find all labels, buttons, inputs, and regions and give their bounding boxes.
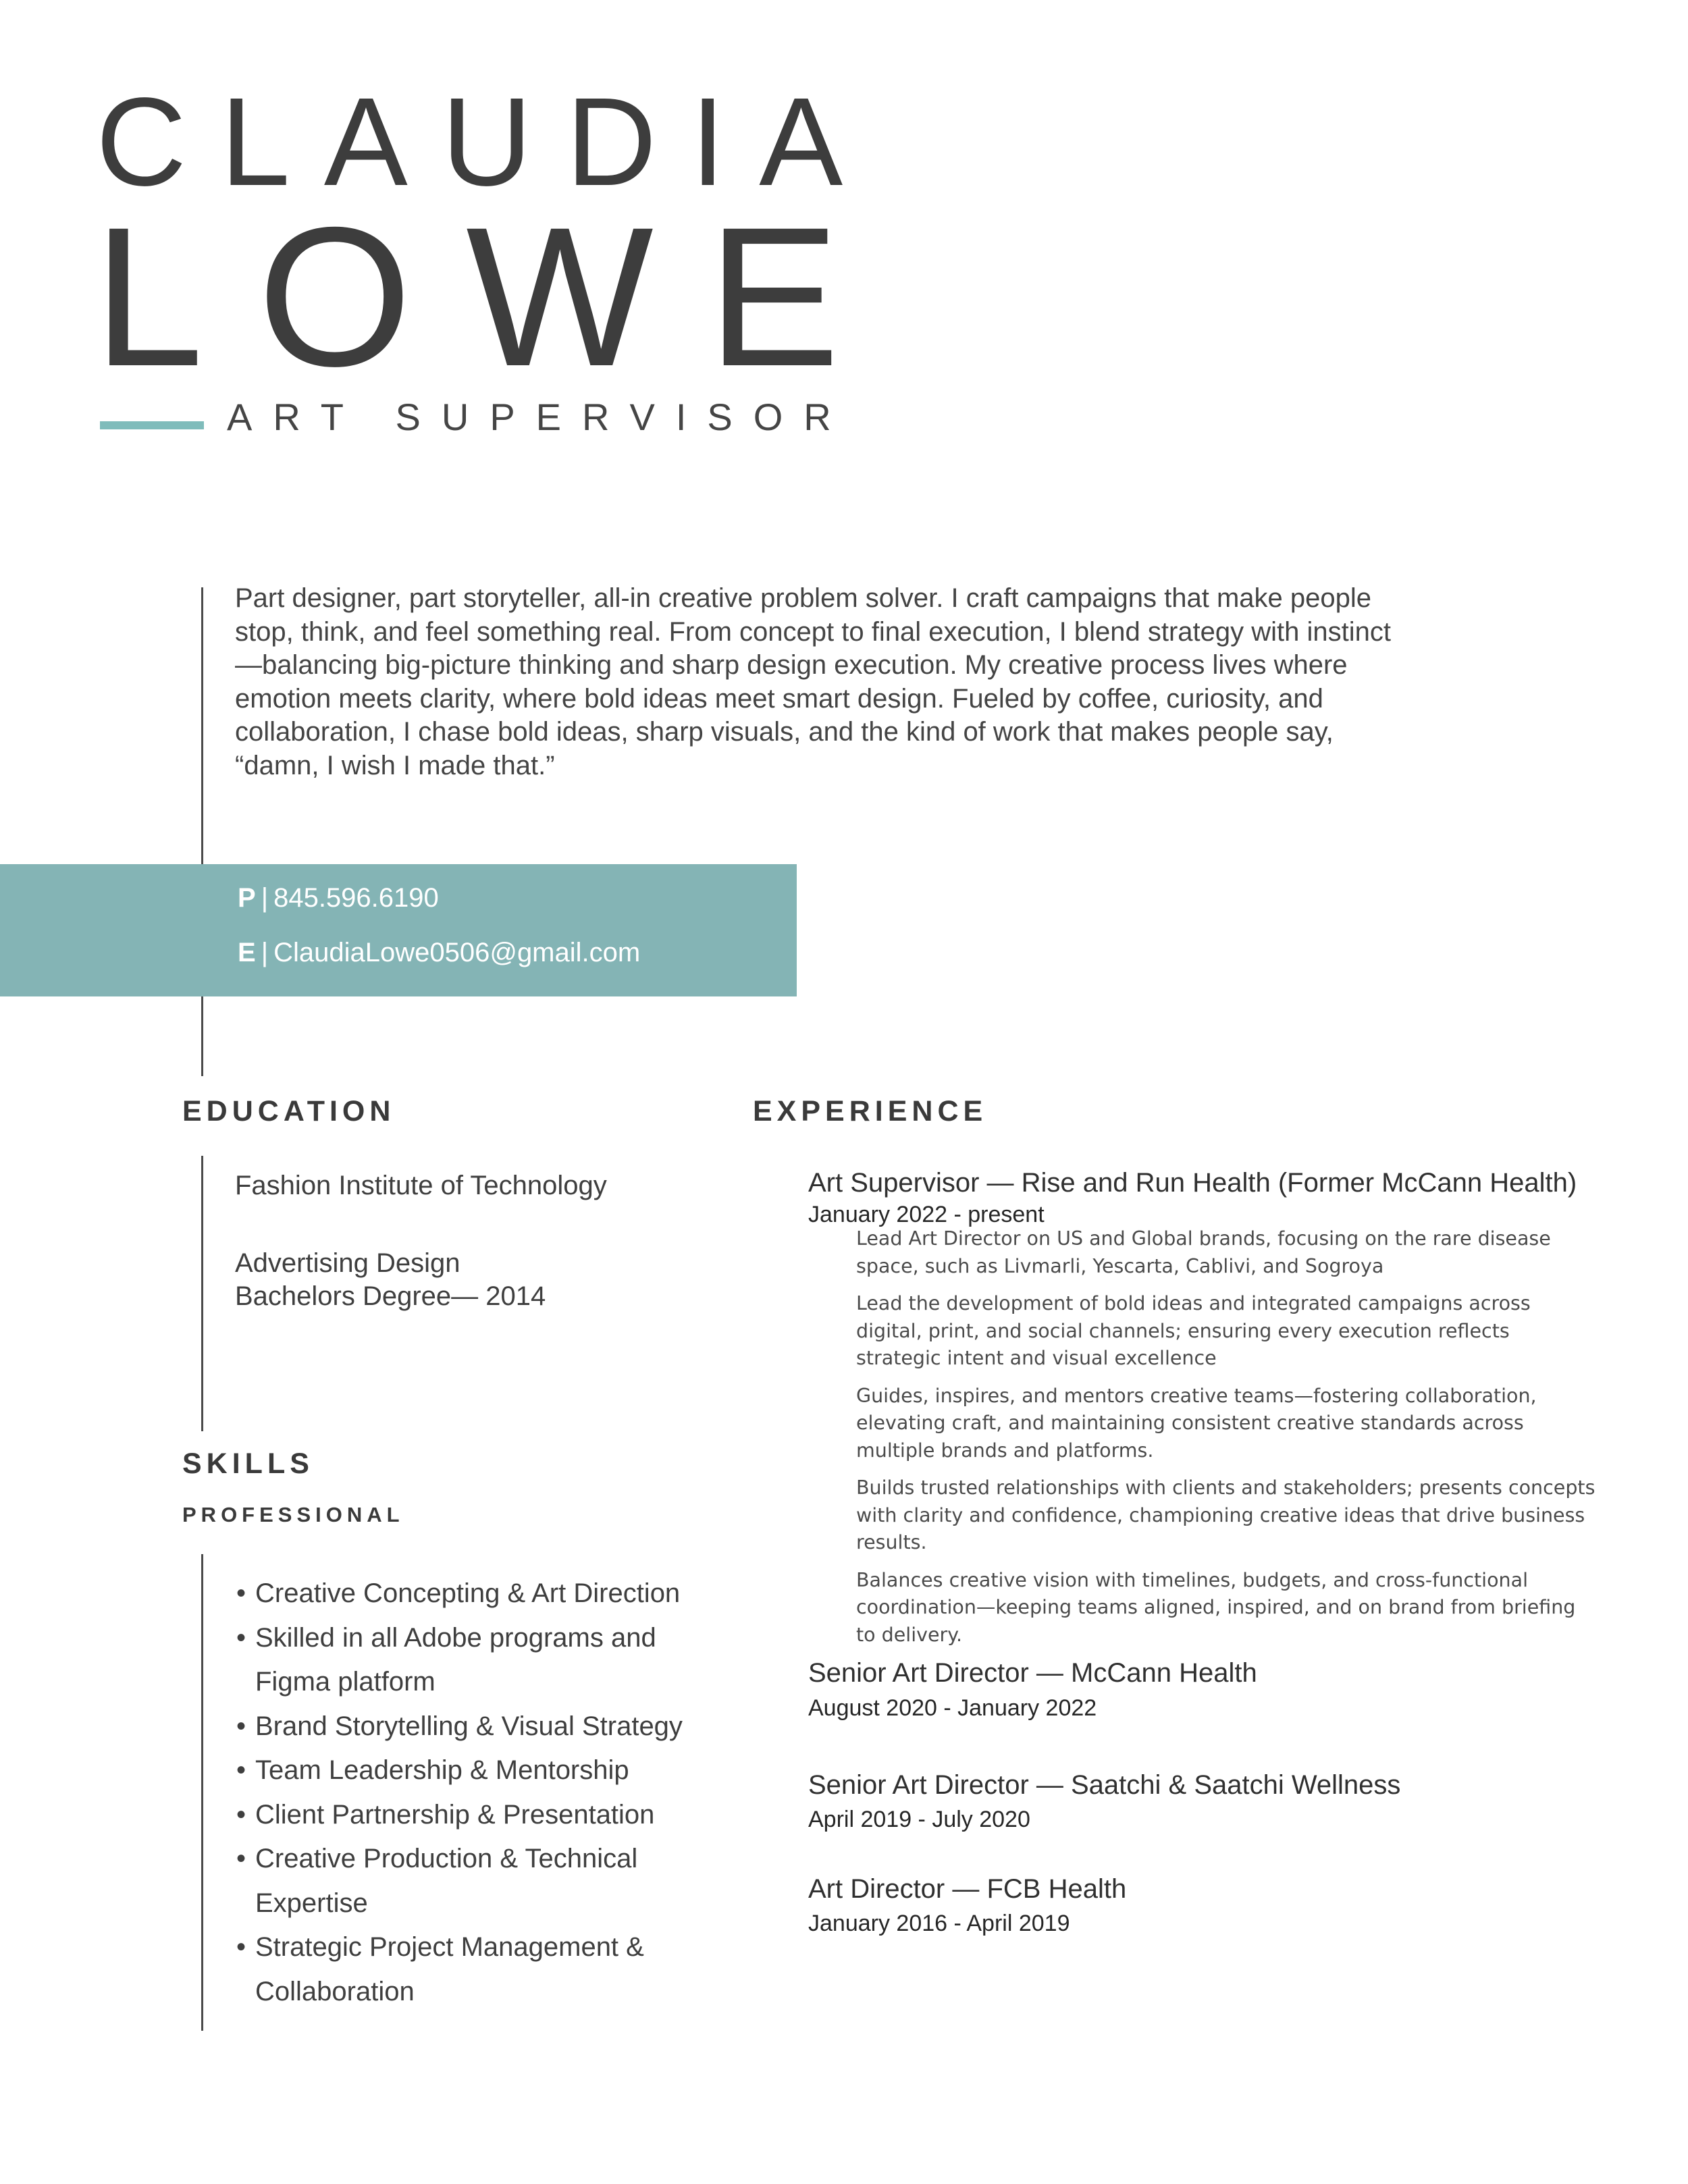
email-separator: | bbox=[261, 938, 269, 967]
phone-key: P bbox=[238, 883, 256, 913]
job-title: Art Supervisor — Rise and Run Health (Former McCann Health) bbox=[808, 1168, 1577, 1198]
experience-heading: EXPERIENCE bbox=[753, 1095, 988, 1127]
phone-line bbox=[238, 882, 439, 914]
job-title: Art Director — FCB Health bbox=[808, 1874, 1127, 1904]
job-dates: January 2022 - present bbox=[808, 1202, 1045, 1227]
job-dates: April 2019 - July 2020 bbox=[808, 1807, 1030, 1832]
skill-item: • Creative Production & Technical Expertise bbox=[236, 1837, 722, 1925]
job-bullets bbox=[856, 1225, 1599, 1659]
phone-separator: | bbox=[261, 883, 269, 913]
education-rule bbox=[201, 1156, 203, 1431]
education-heading: EDUCATION bbox=[182, 1095, 396, 1127]
job-title: Senior Art Director — McCann Health bbox=[808, 1658, 1257, 1688]
skill-item: • Team Leadership & Mentorship bbox=[236, 1749, 722, 1793]
job-dates: January 2016 - April 2019 bbox=[808, 1911, 1070, 1936]
skill-item: • Client Partnership & Presentation bbox=[236, 1793, 722, 1838]
last-name: LOWE bbox=[93, 186, 894, 408]
skills-list bbox=[236, 1572, 722, 2014]
education-program: Advertising Design bbox=[235, 1248, 460, 1278]
job-title: Senior Art Director — Saatchi & Saatchi Wellness bbox=[808, 1770, 1401, 1800]
skills-rule bbox=[201, 1554, 203, 2031]
contact-rule bbox=[201, 996, 203, 1076]
job-bullet: Lead the development of bold ideas and integrated campaigns across digital, print, and social channels; ensuring every execution reflects strategic intent and visual excellence bbox=[856, 1292, 1531, 1369]
skill-item: • Brand Storytelling & Visual Strategy bbox=[236, 1705, 722, 1749]
job-bullet: Builds trusted relationships with clients and stakeholders; presents concepts with clarity and confidence, championing creative ideas that drive business results. bbox=[856, 1476, 1595, 1553]
email-key: E bbox=[238, 938, 256, 967]
email-address[interactable]: ClaudiaLowe0506@gmail.com bbox=[273, 938, 641, 967]
title-accent-bar bbox=[100, 421, 204, 429]
skills-heading: SKILLS bbox=[182, 1447, 314, 1480]
job-title-header: ART SUPERVISOR bbox=[227, 396, 852, 438]
skill-item: • Skilled in all Adobe programs and Figma platform bbox=[236, 1616, 722, 1705]
education-school: Fashion Institute of Technology bbox=[235, 1171, 607, 1200]
skill-item: • Creative Concepting & Art Direction bbox=[236, 1572, 722, 1616]
job-dates: August 2020 - January 2022 bbox=[808, 1695, 1097, 1721]
education-degree: Bachelors Degree— 2014 bbox=[235, 1281, 546, 1311]
summary-rule bbox=[201, 587, 203, 871]
email-line bbox=[238, 936, 640, 969]
skills-subheading: PROFESSIONAL bbox=[182, 1503, 404, 1526]
job-bullet: Balances creative vision with timelines, budgets, and cross-functional coordination—keeping teams aligned, inspired, and on brand from briefing to delivery. bbox=[856, 1568, 1576, 1646]
summary-paragraph: Part designer, part storyteller, all-in creative problem solver. I craft campaigns that make people stop, think, and feel something real. From concept to final execution, I blend strategy with instinct—balancing big-picture thinking and sharp design execution. My creative process lives where emotion meets clarity, where bold ideas meet smart design. Fueled by coffee, curiosity, and collaboration, I chase bold ideas, sharp visuals, and the kind of work that makes people say, “damn, I wish I made that.” bbox=[235, 583, 1392, 780]
job-bullet: Guides, inspires, and mentors creative teams—fostering collaboration, elevating craft, and maintaining consistent creative standards across multiple brands and platforms. bbox=[856, 1384, 1537, 1462]
job-bullet: Lead Art Director on US and Global brands, focusing on the rare disease space, such as Livmarli, Yescarta, Cablivi, and Sogroya bbox=[856, 1227, 1551, 1277]
skill-item: • Strategic Project Management & Collaboration bbox=[236, 1925, 722, 2014]
first-name: CLAUDIA bbox=[96, 72, 877, 212]
phone-number[interactable]: 845.596.6190 bbox=[273, 883, 439, 913]
